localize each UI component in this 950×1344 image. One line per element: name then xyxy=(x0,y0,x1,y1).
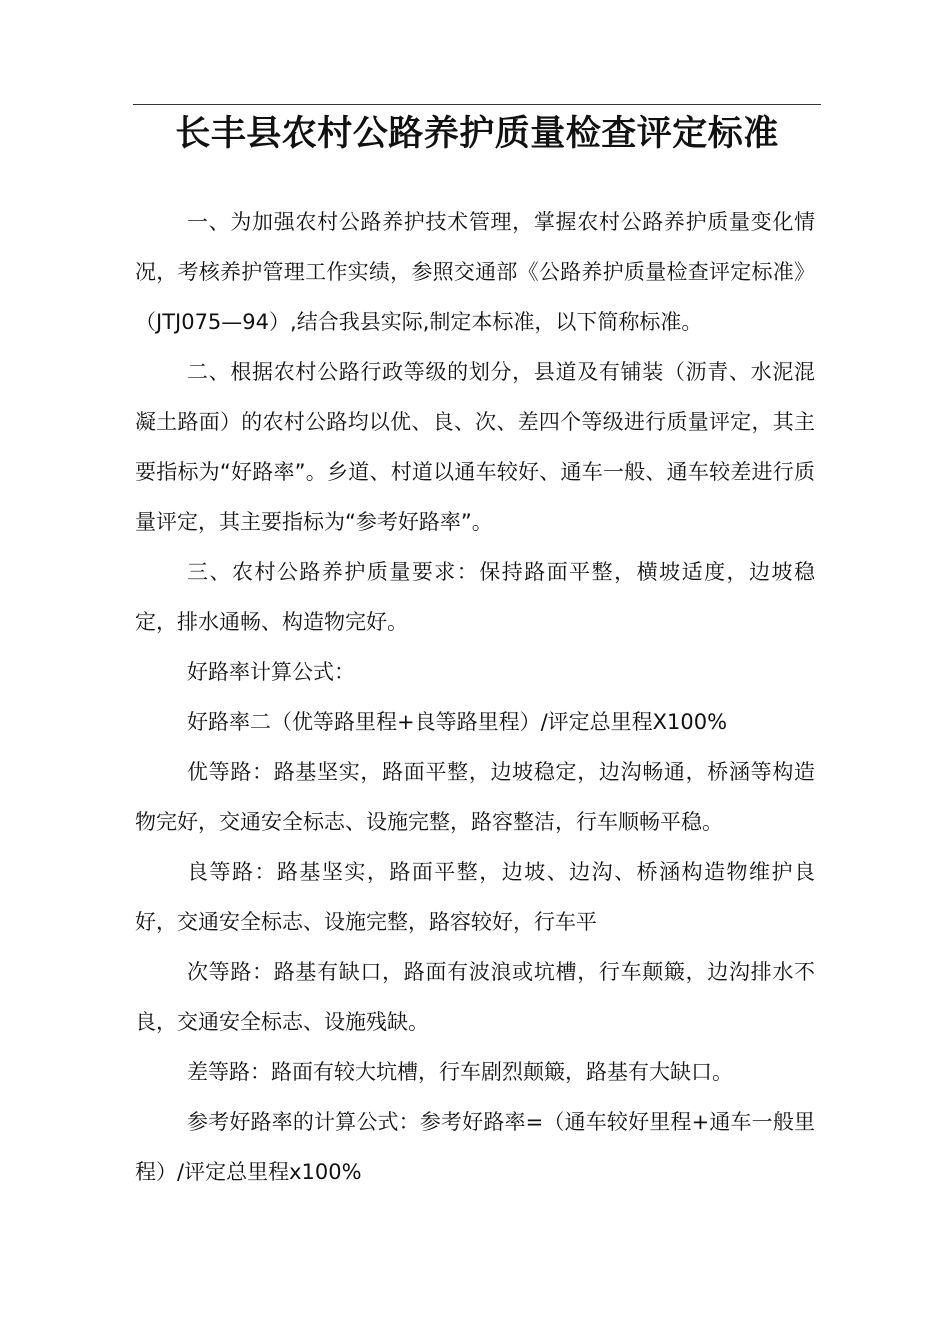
paragraph-formula-heading: 好路率计算公式： xyxy=(187,660,355,684)
paragraph-purpose: 一、为加强农村公路养护技术管理，掌握农村公路养护质量变化情况，考核养护管理工作实绩，参照交通部《公路养护质量检查评定标准》（JTJ075—94）,结合我县实际,制定本标准，以下简称标准。 xyxy=(135,210,815,334)
document-title: 长丰县农村公路养护质量检查评定标准 xyxy=(175,114,779,154)
paragraph-excellent-road: 优等路：路基坚实，路面平整，边坡稳定，边沟畅通，桥涵等构造物完好，交通安全标志、设施完整，路容整洁，行车顺畅平稳。 xyxy=(135,760,815,834)
paragraph-fair-road: 次等路：路基有缺口，路面有波浪或坑槽，行车颠簸，边沟排水不良，交通安全标志、设施残缺。 xyxy=(135,960,815,1034)
paragraph-formula: 好路率二（优等路里程+良等路里程）/评定总里程X100% xyxy=(187,710,728,734)
paragraph-poor-road: 差等路：路面有较大坑槽，行车剧烈颠簸，路基有大缺口。 xyxy=(187,1060,733,1084)
header-rule xyxy=(133,104,821,105)
paragraph-grading: 二、根据农村公路行政等级的划分，县道及有铺装（沥青、水泥混凝土路面）的农村公路均以优、良、次、差四个等级进行质量评定，其主要指标为“好路率”。乡道、村道以通车较好、通车一般、通车较差进行质量评定，其主要指标为“参考好路率”。 xyxy=(135,360,815,534)
paragraph-good-road: 良等路：路基坚实，路面平整，边坡、边沟、桥涵构造物维护良好，交通安全标志、设施完整，路容较好，行车平 xyxy=(135,860,815,934)
paragraph-requirements: 三、农村公路养护质量要求：保持路面平整，横坡适度，边坡稳定，排水通畅、构造物完好。 xyxy=(135,560,815,634)
document-body xyxy=(135,197,815,1197)
paragraph-reference-formula: 参考好路率的计算公式：参考好路率=（通车较好里程+通车一般里程）/评定总里程x100% xyxy=(135,1110,815,1184)
